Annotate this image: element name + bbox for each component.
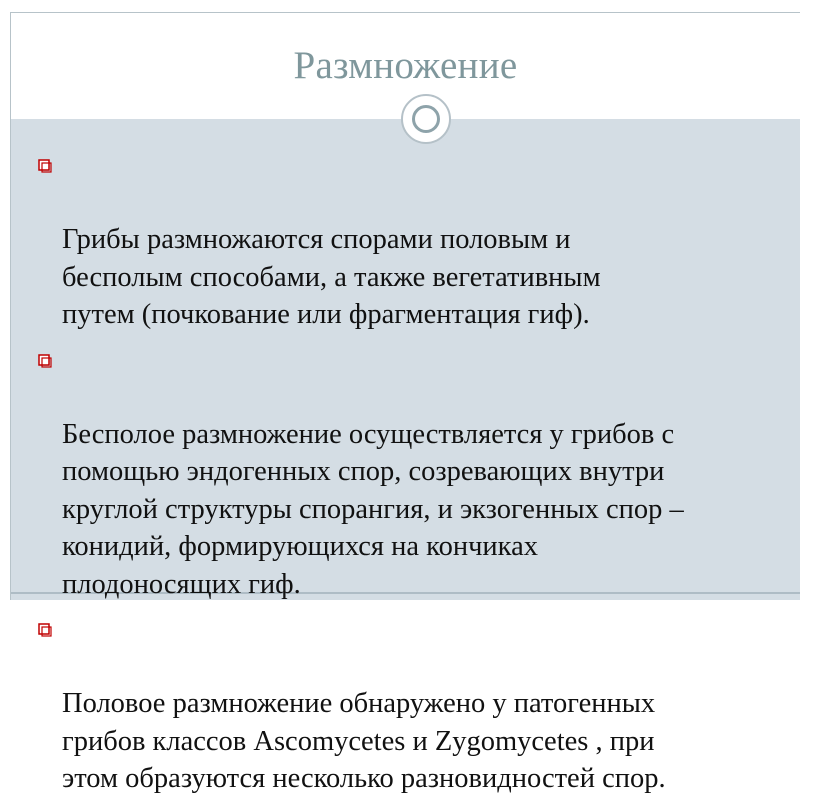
divider-circle-icon [401,94,451,144]
bullet-item [34,610,834,798]
bullet-text: Грибы размножаются спорами половым и бесполым способами, а также вегетативным путем (почкование или фрагментация гиф). [62,224,601,330]
bullet-text: Половое размножение обнаружено у патогенных грибов классов Ascomycetes и Zygomycetes , при этом образуются несколько разновидностей спор. [62,688,666,794]
slide-title: Размножение [293,44,518,87]
bullet-text: Бесполое размножение осуществляется у грибов с помощью эндогенных спор, созревающих внутри круглой структуры спорангия, и экзогенных спор – конидий, формирующихся на кончиках плодоносящих гиф. [62,418,684,600]
bullet-item [34,341,834,604]
divider-inner-circle [412,105,440,133]
checkbox-bullet-icon [38,159,52,173]
checkbox-bullet-icon [38,354,52,368]
checkbox-bullet-icon [38,623,52,637]
bullet-item [34,146,834,334]
bullet-list [34,146,834,805]
